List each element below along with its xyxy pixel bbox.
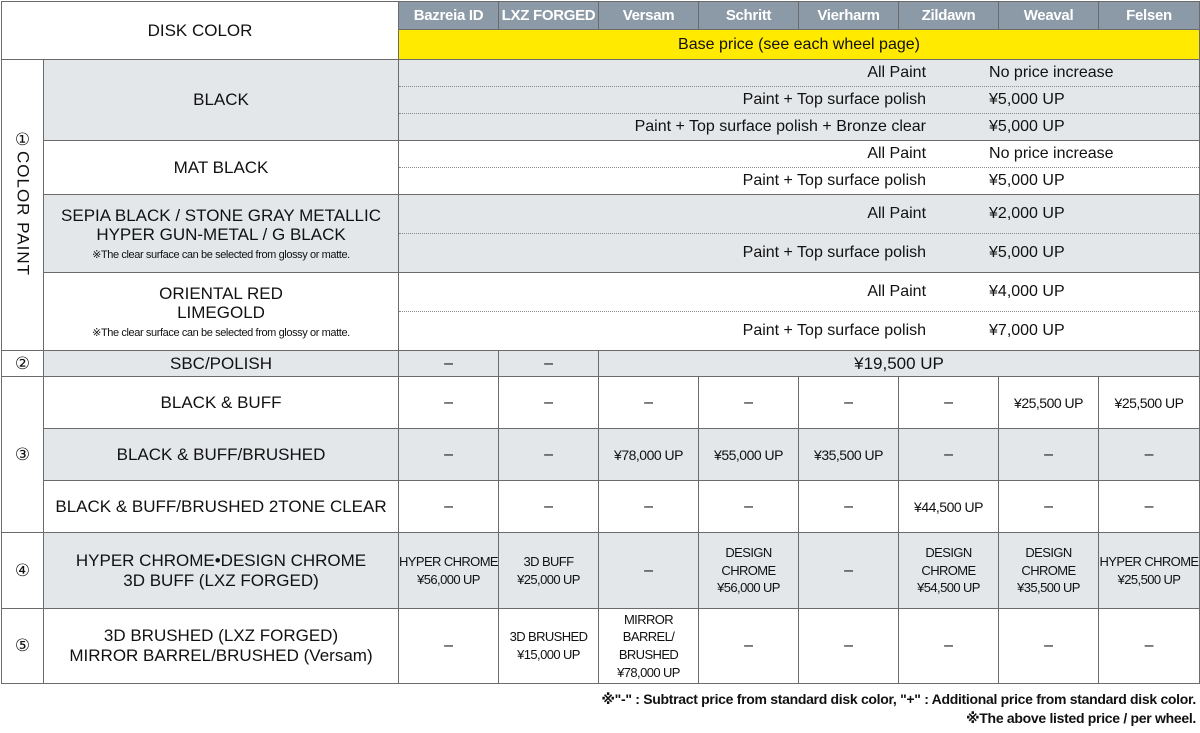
group-4-marker: ④ bbox=[2, 533, 44, 609]
finish-price: ¥35,500 UP bbox=[1017, 580, 1080, 596]
finish-name: BRUSHED bbox=[618, 647, 679, 662]
price-cell: – bbox=[799, 481, 899, 533]
price-cell: – bbox=[399, 429, 499, 481]
option-name: All Paint bbox=[867, 64, 927, 81]
group-color-paint bbox=[2, 60, 44, 351]
category-black-buff: BLACK & BUFF bbox=[44, 377, 399, 429]
sepia-options bbox=[399, 195, 1200, 273]
sepia-option-row bbox=[399, 234, 1199, 272]
category-black-buff-brushed: BLACK & BUFF/BRUSHED bbox=[44, 429, 399, 481]
category-hyper-chrome bbox=[44, 533, 399, 609]
oriental-option-row bbox=[399, 312, 1199, 350]
price-cell: – bbox=[699, 609, 799, 684]
wheel-header-versam: Versam bbox=[599, 2, 699, 30]
price-cell: – bbox=[999, 481, 1099, 533]
price-cell: – bbox=[699, 377, 799, 429]
category-oriental-red bbox=[44, 273, 399, 351]
disk-color-header: DISK COLOR bbox=[2, 2, 399, 60]
category-line: MIRROR BARREL/BRUSHED (Versam) bbox=[69, 646, 373, 665]
option-name: Paint + Top surface polish bbox=[742, 322, 927, 339]
option-price: No price increase bbox=[989, 145, 1114, 162]
sbc-price: ¥19,500 UP bbox=[599, 351, 1200, 377]
finish-name: 3D BUFF bbox=[523, 553, 574, 569]
option-name: Paint + Top surface polish bbox=[742, 244, 927, 261]
finish-price: ¥15,000 UP bbox=[517, 647, 580, 662]
wheel-header-zildawn: Zildawn bbox=[899, 2, 999, 30]
option-price: ¥7,000 UP bbox=[989, 322, 1065, 339]
option-price: ¥5,000 UP bbox=[989, 91, 1065, 108]
mat-black-option-row bbox=[399, 141, 1199, 168]
price-cell: – bbox=[1099, 481, 1200, 533]
option-price: ¥5,000 UP bbox=[989, 244, 1065, 261]
finish-name: MIRROR BARREL/ bbox=[622, 611, 675, 645]
footer-note-sign: ※"-" : Subtract price from standard disk color, "+" : Additional price from standard disk color. bbox=[601, 691, 1196, 707]
base-price-banner: Base price (see each wheel page) bbox=[399, 30, 1200, 60]
price-cell: – bbox=[599, 377, 699, 429]
option-price: ¥5,000 UP bbox=[989, 172, 1065, 189]
price-cell: – bbox=[1099, 429, 1200, 481]
price-cell: – bbox=[499, 351, 599, 377]
price-cell: – bbox=[399, 351, 499, 377]
option-price: No price increase bbox=[989, 64, 1114, 81]
option-name: Paint + Top surface polish bbox=[742, 91, 927, 108]
black-option-row bbox=[399, 60, 1199, 87]
clear-surface-note: ※The clear surface can be selected from glossy or matte. bbox=[92, 326, 350, 339]
price-cell: – bbox=[999, 609, 1099, 684]
category-sepia-black bbox=[44, 195, 399, 273]
footer-notes bbox=[601, 690, 1196, 728]
option-price: ¥4,000 UP bbox=[989, 283, 1065, 300]
option-name: Paint + Top surface polish bbox=[742, 172, 927, 189]
price-cell: – bbox=[999, 429, 1099, 481]
disk-color-price-table bbox=[1, 1, 1200, 684]
finish-price: ¥25,500 UP bbox=[1117, 571, 1181, 587]
price-cell: – bbox=[399, 609, 499, 684]
price-cell: ¥55,000 UP bbox=[699, 429, 799, 481]
black-option-row bbox=[399, 87, 1199, 114]
price-cell: – bbox=[499, 377, 599, 429]
category-line: 3D BRUSHED (LXZ FORGED) bbox=[103, 626, 339, 646]
finish-name: HYPER CHROME bbox=[399, 553, 498, 569]
wheel-header-weaval: Weaval bbox=[999, 2, 1099, 30]
option-name: All Paint bbox=[867, 283, 927, 300]
finish-price: ¥56,000 UP bbox=[717, 580, 780, 596]
category-line: HYPER CHROME•DESIGN CHROME bbox=[75, 550, 367, 570]
wheel-header-schritt: Schritt bbox=[699, 2, 799, 30]
black-option-row bbox=[399, 114, 1199, 140]
price-cell: ¥35,500 UP bbox=[799, 429, 899, 481]
price-cell: – bbox=[399, 481, 499, 533]
category-line: LIMEGOLD bbox=[177, 303, 265, 323]
category-line: ORIENTAL RED bbox=[159, 283, 283, 303]
price-cell: – bbox=[899, 377, 999, 429]
finish-price: ¥78,000 UP bbox=[617, 664, 680, 680]
option-price: ¥5,000 UP bbox=[989, 118, 1065, 135]
price-cell: – bbox=[399, 377, 499, 429]
finish-price: ¥25,000 UP bbox=[517, 571, 580, 587]
price-cell: – bbox=[899, 609, 999, 684]
price-cell bbox=[699, 533, 799, 609]
option-name: All Paint bbox=[867, 205, 927, 222]
wheel-header-felsen: Felsen bbox=[1099, 2, 1200, 30]
group-color-paint-label: ①COLOR PAINT bbox=[13, 129, 33, 276]
price-cell: ¥25,500 UP bbox=[999, 377, 1099, 429]
price-cell: – bbox=[699, 481, 799, 533]
price-cell bbox=[799, 533, 899, 609]
finish-name: – bbox=[644, 561, 653, 579]
clear-surface-note: ※The clear surface can be selected from glossy or matte. bbox=[92, 248, 350, 261]
price-cell bbox=[599, 609, 699, 684]
finish-name: DESIGN CHROME bbox=[1021, 545, 1076, 578]
category-line: HYPER GUN-METAL / G BLACK bbox=[96, 225, 346, 245]
option-price: ¥2,000 UP bbox=[989, 205, 1065, 222]
finish-name: DESIGN CHROME bbox=[921, 545, 976, 578]
category-mat-black: MAT BLACK bbox=[44, 141, 399, 195]
category-sbc-polish: SBC/POLISH bbox=[44, 351, 399, 377]
finish-name: DESIGN CHROME bbox=[721, 545, 776, 578]
oriental-options bbox=[399, 273, 1200, 351]
price-cell bbox=[899, 533, 999, 609]
price-cell: – bbox=[899, 429, 999, 481]
finish-price: ¥54,500 UP bbox=[917, 580, 980, 596]
wheel-header-vierharm: Vierharm bbox=[799, 2, 899, 30]
mat-black-options bbox=[399, 141, 1200, 195]
sepia-option-row bbox=[399, 195, 1199, 234]
price-cell: – bbox=[1099, 609, 1200, 684]
category-3d-brushed bbox=[44, 609, 399, 684]
price-cell bbox=[999, 533, 1099, 609]
price-cell: – bbox=[499, 481, 599, 533]
group-3-marker: ③ bbox=[2, 377, 44, 533]
oriental-option-row bbox=[399, 273, 1199, 312]
option-name: All Paint bbox=[867, 145, 927, 162]
price-cell bbox=[499, 533, 599, 609]
group-5-marker: ⑤ bbox=[2, 609, 44, 684]
category-black: BLACK bbox=[44, 60, 399, 141]
wheel-header-lxz-forged: LXZ FORGED bbox=[499, 2, 599, 30]
price-cell bbox=[499, 609, 599, 684]
price-cell: – bbox=[799, 609, 899, 684]
price-cell bbox=[1099, 533, 1200, 609]
price-cell: ¥25,500 UP bbox=[1099, 377, 1200, 429]
wheel-header-bazreia: Bazreia ID bbox=[399, 2, 499, 30]
category-line: 3D BUFF (LXZ FORGED) bbox=[123, 570, 319, 590]
price-cell: – bbox=[799, 377, 899, 429]
finish-name: 3D BRUSHED bbox=[509, 629, 588, 645]
finish-price: ¥56,000 UP bbox=[417, 571, 480, 587]
price-cell: ¥78,000 UP bbox=[599, 429, 699, 481]
finish-name: HYPER CHROME bbox=[1099, 553, 1199, 569]
price-cell bbox=[399, 533, 499, 609]
category-black-buff-2tone: BLACK & BUFF/BRUSHED 2TONE CLEAR bbox=[44, 481, 399, 533]
price-cell: ¥44,500 UP bbox=[899, 481, 999, 533]
finish-name: – bbox=[844, 561, 853, 579]
footer-note-per-wheel: ※The above listed price / per wheel. bbox=[966, 710, 1196, 726]
black-options bbox=[399, 60, 1200, 141]
option-name: Paint + Top surface polish + Bronze clear bbox=[634, 118, 927, 135]
group-2-marker: ② bbox=[2, 351, 44, 377]
price-cell bbox=[599, 533, 699, 609]
price-cell: – bbox=[599, 481, 699, 533]
category-line: SEPIA BLACK / STONE GRAY METALLIC bbox=[61, 205, 381, 225]
price-cell: – bbox=[499, 429, 599, 481]
mat-black-option-row bbox=[399, 168, 1199, 194]
